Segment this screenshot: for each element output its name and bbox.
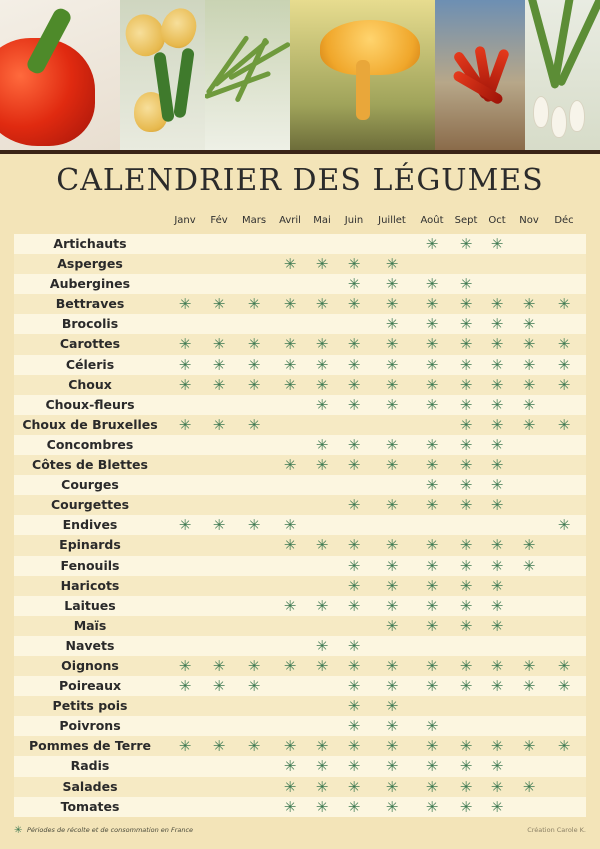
- season-star-icon: ✳: [212, 415, 226, 434]
- season-star-icon: ✳: [283, 656, 297, 675]
- legend-star-icon: ✳: [14, 825, 23, 836]
- season-star-icon: ✳: [247, 375, 261, 394]
- vegetable-name: Carottes: [59, 336, 121, 352]
- vegetable-name: Poivrons: [59, 718, 121, 734]
- table-row: [14, 234, 586, 254]
- season-star-icon: ✳: [490, 777, 504, 796]
- season-star-icon: ✳: [425, 235, 439, 253]
- season-star-icon: ✳: [212, 656, 226, 675]
- table-row: [14, 716, 586, 736]
- vegetable-name: Courges: [61, 477, 119, 493]
- vegetable-name: Radis: [70, 758, 110, 774]
- table-row: [14, 535, 586, 555]
- season-star-icon: ✳: [459, 456, 473, 475]
- season-star-icon: ✳: [490, 415, 504, 434]
- season-star-icon: ✳: [490, 456, 504, 475]
- season-star-icon: ✳: [490, 375, 504, 394]
- season-star-icon: ✳: [459, 335, 473, 354]
- season-star-icon: ✳: [347, 456, 361, 475]
- season-star-icon: ✳: [347, 275, 361, 294]
- vegetable-calendar: [14, 210, 586, 817]
- season-star-icon: ✳: [425, 596, 439, 615]
- season-star-icon: ✳: [283, 456, 297, 475]
- vegetable-name: Petits pois: [52, 698, 128, 714]
- season-star-icon: ✳: [385, 435, 399, 454]
- season-star-icon: ✳: [425, 275, 439, 294]
- season-star-icon: ✳: [459, 275, 473, 294]
- table-row: [14, 314, 586, 334]
- season-star-icon: ✳: [557, 737, 571, 756]
- season-star-icon: ✳: [178, 415, 192, 434]
- table-row: [14, 475, 586, 495]
- season-star-icon: ✳: [490, 677, 504, 696]
- season-star-icon: ✳: [522, 415, 536, 434]
- season-star-icon: ✳: [212, 737, 226, 756]
- vegetable-rows: [14, 234, 586, 817]
- season-star-icon: ✳: [247, 656, 261, 675]
- season-star-icon: ✳: [347, 656, 361, 675]
- season-star-icon: ✳: [315, 777, 329, 796]
- vegetable-name: Asperges: [57, 256, 123, 272]
- season-star-icon: ✳: [490, 596, 504, 615]
- vegetable-name: Brocolis: [61, 316, 119, 332]
- season-star-icon: ✳: [425, 375, 439, 394]
- footer-note: Périodes de récolte et de consommation en France: [27, 826, 194, 834]
- vegetable-name: Courgettes: [50, 497, 130, 513]
- season-star-icon: ✳: [425, 536, 439, 555]
- season-star-icon: ✳: [347, 797, 361, 816]
- table-row: [14, 596, 586, 616]
- season-star-icon: ✳: [385, 375, 399, 394]
- season-star-icon: ✳: [315, 636, 329, 655]
- vegetable-name: Poireaux: [58, 678, 122, 694]
- season-star-icon: ✳: [347, 677, 361, 696]
- season-star-icon: ✳: [247, 335, 261, 354]
- season-star-icon: ✳: [247, 516, 261, 535]
- vegetable-name: Endives: [62, 517, 118, 533]
- season-star-icon: ✳: [459, 375, 473, 394]
- season-star-icon: ✳: [247, 415, 261, 434]
- season-star-icon: ✳: [212, 355, 226, 374]
- season-star-icon: ✳: [522, 395, 536, 414]
- season-star-icon: ✳: [347, 355, 361, 374]
- season-star-icon: ✳: [315, 797, 329, 816]
- season-star-icon: ✳: [247, 737, 261, 756]
- season-star-icon: ✳: [425, 435, 439, 454]
- vegetable-name: Aubergines: [49, 276, 131, 292]
- vegetable-name: Maïs: [73, 617, 107, 633]
- season-star-icon: ✳: [315, 255, 329, 274]
- season-star-icon: ✳: [425, 556, 439, 575]
- season-star-icon: ✳: [425, 295, 439, 314]
- season-star-icon: ✳: [490, 295, 504, 314]
- season-star-icon: ✳: [459, 395, 473, 414]
- season-star-icon: ✳: [425, 315, 439, 334]
- month-header: Déc: [554, 215, 574, 226]
- season-star-icon: ✳: [459, 415, 473, 434]
- month-header: Avril: [279, 215, 301, 226]
- month-header: Juin: [344, 215, 364, 226]
- season-star-icon: ✳: [385, 456, 399, 475]
- season-star-icon: ✳: [490, 355, 504, 374]
- season-star-icon: ✳: [178, 656, 192, 675]
- season-star-icon: ✳: [385, 255, 399, 274]
- season-star-icon: ✳: [385, 355, 399, 374]
- season-star-icon: ✳: [522, 295, 536, 314]
- season-star-icon: ✳: [212, 335, 226, 354]
- season-star-icon: ✳: [385, 777, 399, 796]
- season-star-icon: ✳: [178, 375, 192, 394]
- season-star-icon: ✳: [425, 335, 439, 354]
- season-star-icon: ✳: [347, 395, 361, 414]
- season-star-icon: ✳: [490, 757, 504, 776]
- season-star-icon: ✳: [178, 677, 192, 696]
- season-star-icon: ✳: [490, 737, 504, 756]
- season-star-icon: ✳: [490, 576, 504, 595]
- season-star-icon: ✳: [459, 556, 473, 575]
- photo-spring-onions: [525, 0, 600, 150]
- season-star-icon: ✳: [385, 677, 399, 696]
- vegetable-name: Tomates: [60, 798, 120, 814]
- season-star-icon: ✳: [522, 556, 536, 575]
- season-star-icon: ✳: [347, 717, 361, 736]
- month-header: Oct: [488, 215, 506, 226]
- season-star-icon: ✳: [490, 536, 504, 555]
- season-star-icon: ✳: [522, 677, 536, 696]
- season-star-icon: ✳: [315, 395, 329, 414]
- table-row: [14, 435, 586, 455]
- season-star-icon: ✳: [459, 355, 473, 374]
- season-star-icon: ✳: [459, 435, 473, 454]
- vegetable-name: Céleris: [65, 356, 115, 372]
- season-star-icon: ✳: [178, 295, 192, 314]
- month-header: Sept: [454, 215, 478, 226]
- table-row: [14, 294, 586, 314]
- table-row: [14, 696, 586, 716]
- season-star-icon: ✳: [315, 656, 329, 675]
- season-star-icon: ✳: [283, 516, 297, 535]
- table-row: [14, 756, 586, 776]
- season-star-icon: ✳: [385, 616, 399, 635]
- season-star-icon: ✳: [425, 757, 439, 776]
- season-star-icon: ✳: [385, 335, 399, 354]
- season-star-icon: ✳: [522, 737, 536, 756]
- season-star-icon: ✳: [315, 737, 329, 756]
- season-star-icon: ✳: [459, 596, 473, 615]
- vegetable-name: Artichauts: [53, 236, 127, 251]
- footer-credit: Création Carole K.: [527, 826, 586, 834]
- photo-green-beans: [205, 0, 290, 150]
- season-star-icon: ✳: [459, 576, 473, 595]
- table-row: [14, 576, 586, 596]
- photo-chili-peppers: [435, 0, 525, 150]
- season-star-icon: ✳: [283, 797, 297, 816]
- season-star-icon: ✳: [385, 697, 399, 716]
- season-star-icon: ✳: [283, 295, 297, 314]
- season-star-icon: ✳: [522, 375, 536, 394]
- season-star-icon: ✳: [425, 777, 439, 796]
- vegetable-name: Choux: [68, 376, 112, 392]
- season-star-icon: ✳: [247, 677, 261, 696]
- season-star-icon: ✳: [385, 536, 399, 555]
- season-star-icon: ✳: [347, 737, 361, 756]
- season-star-icon: ✳: [459, 295, 473, 314]
- season-star-icon: ✳: [490, 335, 504, 354]
- season-star-icon: ✳: [557, 415, 571, 434]
- season-star-icon: ✳: [178, 516, 192, 535]
- table-row: [14, 636, 586, 656]
- month-header-row: [14, 210, 586, 234]
- season-star-icon: ✳: [212, 516, 226, 535]
- season-star-icon: ✳: [247, 295, 261, 314]
- season-star-icon: ✳: [522, 355, 536, 374]
- season-star-icon: ✳: [385, 275, 399, 294]
- season-star-icon: ✳: [557, 375, 571, 394]
- season-star-icon: ✳: [385, 737, 399, 756]
- season-star-icon: ✳: [347, 757, 361, 776]
- page-title: CALENDRIER DES LÉGUMES: [56, 163, 544, 198]
- season-star-icon: ✳: [459, 235, 473, 253]
- season-star-icon: ✳: [178, 737, 192, 756]
- table-row: [14, 455, 586, 475]
- season-star-icon: ✳: [347, 556, 361, 575]
- season-star-icon: ✳: [557, 335, 571, 354]
- season-star-icon: ✳: [490, 797, 504, 816]
- season-star-icon: ✳: [425, 576, 439, 595]
- season-star-icon: ✳: [315, 295, 329, 314]
- season-star-icon: ✳: [490, 656, 504, 675]
- season-star-icon: ✳: [459, 797, 473, 816]
- season-star-icon: ✳: [425, 496, 439, 515]
- table-row: [14, 355, 586, 375]
- month-header: Fév: [210, 215, 228, 226]
- season-star-icon: ✳: [425, 456, 439, 475]
- vegetable-name: Bettraves: [55, 296, 125, 312]
- vegetable-name: Epinards: [59, 537, 121, 553]
- season-star-icon: ✳: [385, 496, 399, 515]
- photo-banner: [0, 0, 600, 150]
- season-star-icon: ✳: [522, 536, 536, 555]
- season-star-icon: ✳: [283, 335, 297, 354]
- season-star-icon: ✳: [459, 616, 473, 635]
- season-star-icon: ✳: [490, 496, 504, 515]
- vegetable-name: Pommes de Terre: [29, 738, 151, 754]
- season-star-icon: ✳: [557, 295, 571, 314]
- season-star-icon: ✳: [347, 375, 361, 394]
- season-star-icon: ✳: [347, 536, 361, 555]
- season-star-icon: ✳: [522, 315, 536, 334]
- table-row: [14, 556, 586, 576]
- season-star-icon: ✳: [315, 757, 329, 776]
- season-star-icon: ✳: [315, 375, 329, 394]
- season-star-icon: ✳: [425, 797, 439, 816]
- season-star-icon: ✳: [347, 697, 361, 716]
- season-star-icon: ✳: [385, 717, 399, 736]
- season-star-icon: ✳: [522, 335, 536, 354]
- season-star-icon: ✳: [425, 476, 439, 495]
- season-star-icon: ✳: [347, 435, 361, 454]
- season-star-icon: ✳: [385, 596, 399, 615]
- season-star-icon: ✳: [385, 797, 399, 816]
- vegetable-name: Oignons: [61, 657, 119, 673]
- season-star-icon: ✳: [385, 295, 399, 314]
- vegetable-name: Haricots: [60, 577, 120, 593]
- photo-zucchini-flowers: [120, 0, 205, 150]
- season-star-icon: ✳: [522, 656, 536, 675]
- month-header: Juillet: [378, 215, 406, 226]
- season-star-icon: ✳: [490, 476, 504, 495]
- table-row: [14, 415, 586, 435]
- season-star-icon: ✳: [425, 737, 439, 756]
- season-star-icon: ✳: [459, 737, 473, 756]
- season-star-icon: ✳: [212, 295, 226, 314]
- season-star-icon: ✳: [425, 656, 439, 675]
- season-star-icon: ✳: [490, 616, 504, 635]
- month-header: Août: [420, 215, 444, 226]
- season-star-icon: ✳: [557, 677, 571, 696]
- season-star-icon: ✳: [247, 355, 261, 374]
- season-star-icon: ✳: [459, 656, 473, 675]
- season-star-icon: ✳: [425, 355, 439, 374]
- season-star-icon: ✳: [347, 777, 361, 796]
- season-star-icon: ✳: [459, 315, 473, 334]
- season-star-icon: ✳: [283, 737, 297, 756]
- season-star-icon: ✳: [385, 395, 399, 414]
- month-header: Nov: [519, 215, 539, 226]
- season-star-icon: ✳: [425, 616, 439, 635]
- season-star-icon: ✳: [557, 656, 571, 675]
- season-star-icon: ✳: [459, 757, 473, 776]
- season-star-icon: ✳: [347, 255, 361, 274]
- table-row: [14, 616, 586, 636]
- vegetable-name: Laitues: [64, 597, 116, 613]
- season-star-icon: ✳: [283, 355, 297, 374]
- season-star-icon: ✳: [315, 596, 329, 615]
- season-star-icon: ✳: [283, 375, 297, 394]
- season-star-icon: ✳: [347, 596, 361, 615]
- season-star-icon: ✳: [347, 576, 361, 595]
- season-star-icon: ✳: [212, 375, 226, 394]
- season-star-icon: ✳: [459, 677, 473, 696]
- season-star-icon: ✳: [490, 315, 504, 334]
- vegetable-name: Choux de Bruxelles: [22, 416, 158, 432]
- season-star-icon: ✳: [347, 295, 361, 314]
- season-star-icon: ✳: [490, 235, 504, 253]
- season-star-icon: ✳: [522, 777, 536, 796]
- table-row: [14, 736, 586, 756]
- season-star-icon: ✳: [490, 395, 504, 414]
- table-row: [14, 274, 586, 294]
- season-star-icon: ✳: [385, 656, 399, 675]
- vegetable-name: Côtes de Blettes: [32, 457, 148, 473]
- season-star-icon: ✳: [178, 355, 192, 374]
- season-star-icon: ✳: [283, 255, 297, 274]
- season-star-icon: ✳: [385, 757, 399, 776]
- season-star-icon: ✳: [459, 476, 473, 495]
- vegetable-name: Concombres: [46, 436, 134, 452]
- table-row: [14, 375, 586, 395]
- vegetable-name: Navets: [65, 637, 115, 653]
- season-star-icon: ✳: [385, 556, 399, 575]
- season-star-icon: ✳: [212, 677, 226, 696]
- season-star-icon: ✳: [459, 536, 473, 555]
- table-row: [14, 515, 586, 535]
- season-star-icon: ✳: [347, 335, 361, 354]
- season-star-icon: ✳: [385, 576, 399, 595]
- season-star-icon: ✳: [385, 315, 399, 334]
- season-star-icon: ✳: [315, 536, 329, 555]
- season-star-icon: ✳: [490, 435, 504, 454]
- season-star-icon: ✳: [178, 335, 192, 354]
- table-row: [14, 777, 586, 797]
- season-star-icon: ✳: [315, 355, 329, 374]
- season-star-icon: ✳: [425, 677, 439, 696]
- photo-chanterelle: [290, 0, 435, 150]
- month-header: Janv: [174, 215, 196, 226]
- season-star-icon: ✳: [557, 516, 571, 535]
- banner-divider: [0, 150, 600, 154]
- vegetable-name: Salades: [62, 778, 118, 794]
- month-header: Mars: [241, 215, 267, 226]
- season-star-icon: ✳: [490, 556, 504, 575]
- season-star-icon: ✳: [459, 496, 473, 515]
- table-row: [14, 656, 586, 676]
- table-row: [14, 495, 586, 515]
- vegetable-name: Choux-fleurs: [45, 396, 135, 412]
- table-row: [14, 395, 586, 415]
- table-row: [14, 797, 586, 817]
- season-star-icon: ✳: [425, 395, 439, 414]
- photo-red-pepper: [0, 0, 120, 150]
- season-star-icon: ✳: [283, 536, 297, 555]
- season-star-icon: ✳: [347, 496, 361, 515]
- season-star-icon: ✳: [315, 335, 329, 354]
- season-star-icon: ✳: [425, 717, 439, 736]
- season-star-icon: ✳: [315, 435, 329, 454]
- table-row: [14, 676, 586, 696]
- season-star-icon: ✳: [347, 636, 361, 655]
- season-star-icon: ✳: [283, 777, 297, 796]
- month-header: Mai: [313, 215, 331, 226]
- table-row: [14, 254, 586, 274]
- season-star-icon: ✳: [459, 777, 473, 796]
- season-star-icon: ✳: [315, 456, 329, 475]
- season-star-icon: ✳: [283, 596, 297, 615]
- season-star-icon: ✳: [557, 355, 571, 374]
- table-row: [14, 334, 586, 354]
- season-star-icon: ✳: [283, 757, 297, 776]
- vegetable-name: Fenouils: [60, 557, 120, 573]
